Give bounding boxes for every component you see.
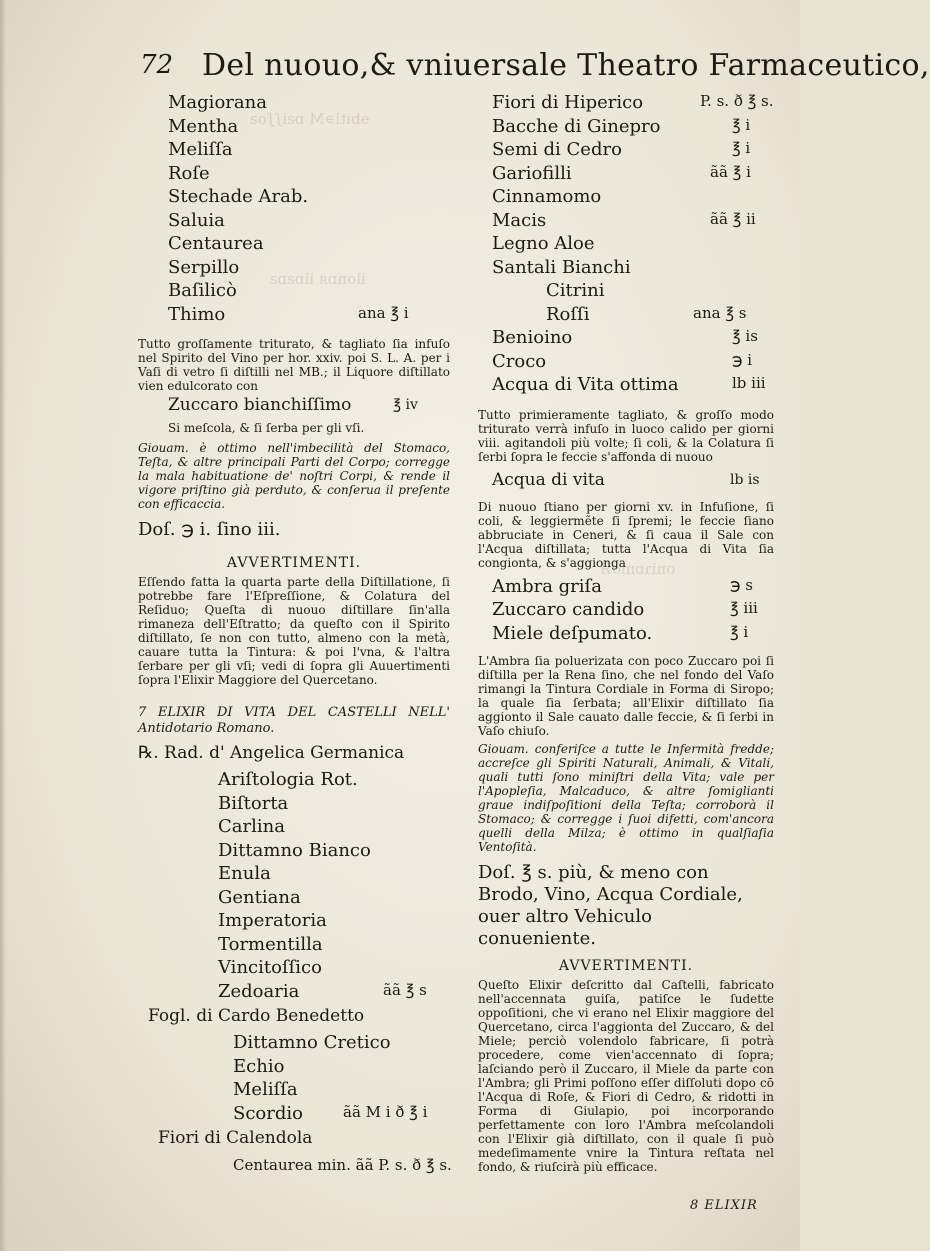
ingredient-row bbox=[138, 1154, 450, 1178]
ingredient-name: Magiorana bbox=[168, 92, 267, 113]
benefits-paragraph: Giouam. è ottimo nell'imbecilità del Stomaco, Teſta, & altre principali Parti del Corpo; corregge la mala habituatione de' noſtri Corpi, & rende il vigore priſtino già perduto, & conſerua il preſente con efficaccia. bbox=[138, 441, 450, 511]
ingredient-name: Santali Bianchi bbox=[492, 256, 631, 278]
ingredient-name: Ambra griſa bbox=[492, 575, 602, 597]
ingredient-row bbox=[138, 116, 450, 140]
ingredient-row bbox=[138, 139, 450, 163]
ingredient-row bbox=[138, 233, 450, 257]
ingredient-quantity: ℥ is bbox=[732, 327, 758, 345]
ingredient-quantity: ℥ i bbox=[732, 139, 751, 157]
ingredient-name: Bacche di Ginepro bbox=[492, 115, 661, 137]
running-title: Del nuouo,& vniuersale Theatro Farmaceutico, bbox=[202, 48, 930, 83]
ingredient-row bbox=[138, 1079, 450, 1103]
left-column bbox=[138, 92, 450, 1178]
ingredient-row bbox=[138, 793, 450, 817]
ingredient-name: Croco bbox=[492, 350, 547, 372]
ingredient-row bbox=[138, 934, 450, 958]
ingredient-name: Zedoaria bbox=[218, 980, 300, 1002]
ingredient-quantity: ℥ i bbox=[730, 622, 749, 641]
ingredient-row bbox=[138, 863, 450, 887]
ingredient-name: Macis bbox=[492, 209, 547, 231]
page-number: 72 bbox=[140, 50, 174, 80]
ingredient-name: Dittamno Bianco bbox=[218, 839, 371, 861]
ingredient-name: Cinnamomo bbox=[492, 186, 602, 207]
ingredient-name: Legno Aloe bbox=[492, 233, 595, 254]
ingredient-row bbox=[138, 1032, 450, 1056]
ingredient-row bbox=[138, 840, 450, 864]
ingredient-name: Semi di Cedro bbox=[492, 139, 622, 160]
ingredient-row bbox=[478, 327, 774, 351]
ingredient-row bbox=[138, 816, 450, 840]
ingredient-name: Carlina bbox=[218, 816, 285, 837]
ingredient-quantity: ãã M i ð ℥ i bbox=[343, 1102, 428, 1121]
ingredient-name: Centaurea bbox=[168, 233, 264, 254]
ingredient-name: Scordio bbox=[233, 1102, 303, 1124]
ingredient-row bbox=[478, 139, 774, 163]
ingredient-row bbox=[138, 280, 450, 304]
dosage-line: Doſ. ℈ i. ſino iii. bbox=[138, 519, 281, 540]
ingredient-name: Ariſtologia Rot. bbox=[218, 769, 358, 790]
ingredient-name: Roſe bbox=[168, 162, 210, 184]
ingredient-list-2 bbox=[138, 769, 450, 1004]
ingredient-row bbox=[138, 1056, 450, 1080]
ingredient-row bbox=[138, 92, 450, 116]
procedure-paragraph: Tutto primieramente tagliato, & groſſo modo triturato verrà infuſo in luoco calido per giorni viii. agitandoli più volte; ſi coli, & la Colatura ſi ſerbi ſopra le feccie s'affonda di nuouo bbox=[478, 407, 774, 464]
ingredient-row bbox=[478, 210, 774, 234]
ingredient-quantity: ℥ iii bbox=[730, 599, 758, 617]
ingredient-name: Thimo bbox=[168, 303, 226, 325]
ingredient-row bbox=[138, 1103, 450, 1127]
ingredient-row bbox=[138, 910, 450, 934]
ingredient-name: Tormentilla bbox=[218, 933, 323, 955]
bleed-through-text: ɘbitl∍M ɒƨi∫∫οƨ bbox=[250, 110, 370, 128]
ingredient-name: Biſtorta bbox=[218, 792, 289, 814]
ingredient-row bbox=[478, 257, 774, 281]
ingredient-quantity: ℈ s bbox=[730, 575, 753, 594]
ingredient-name: Zuccaro bianchiſſimo bbox=[168, 395, 352, 415]
ingredient-row bbox=[138, 393, 450, 421]
ingredient-quantity: ana ℥ s bbox=[693, 303, 747, 322]
ingredient-row bbox=[138, 981, 450, 1005]
ingredient-quantity: P. s. ð ℥ s. bbox=[700, 92, 774, 110]
bleed-through-text: οniɿɒmoЯ bbox=[600, 560, 676, 578]
ingredient-name: Mentha bbox=[168, 115, 239, 137]
ingredient-name: Gariofilli bbox=[492, 162, 572, 184]
ingredient-name: Meliſſa bbox=[168, 139, 233, 160]
ingredient-row bbox=[478, 576, 774, 600]
ingredient-name: Zuccaro candido bbox=[492, 599, 645, 620]
ingredient-name: Serpillo bbox=[168, 256, 240, 278]
ingredient-name: Enula bbox=[218, 863, 271, 884]
ingredient-list-5 bbox=[478, 576, 774, 647]
ingredient-name: Centaurea min. ãã P. s. ð ℥ s. bbox=[233, 1156, 452, 1174]
ingredient-row bbox=[138, 304, 450, 328]
ingredient-name: Stechade Arab. bbox=[168, 186, 309, 207]
ingredient-name: Dittamno Cretico bbox=[233, 1032, 391, 1053]
recipe-title: 7 ELIXIR DI VITA DEL CASTELLI NELL' Antidotario Romano. bbox=[138, 705, 450, 736]
ingredient-name: Acqua di Vita ottima bbox=[492, 374, 679, 395]
ingredient-quantity: ℥ iv bbox=[393, 397, 418, 413]
ingredient-name: Baſilicò bbox=[168, 280, 237, 301]
ingredient-quantity: ãã ℥ i bbox=[710, 162, 751, 181]
ingredient-name: Roſſi bbox=[546, 303, 590, 325]
warnings-paragraph: Eſſendo fatta la quarta parte della Diſtillatione, ſi potrebbe fare l'Eſpreſſione, & Colatura del Reſiduo; Queſta di nuouo diſtillare ſin'alla rimaneza dell'Eſtratto; da queſto con il Spirito diſtillato, ſe non con tutto, almeno con la metà, cauare tutta la Tintura: & poi l'vna, & l'altra ſerbare per gli vſi; vedi di ſopra gli Auuertimenti ſopra l'Elixir Maggiore del Quercetano. bbox=[138, 575, 450, 687]
ingredient-row bbox=[138, 1126, 450, 1154]
benefits-paragraph: Giouam. conferiſce a tutte le Infermità fredde; accreſce gli Spiriti Naturali, Animali, & Vitali, quali tutti ſono miniſtri della Vita; vale per l'Apopleſia, Malcaduco, & altre ſomiglianti graue indiſpoſitioni della Teſta; corroborà il Stomaco; & corregge i ſuoi difetti, com'ancora quelli della Milza; è ottimo in qualſiaſia Ventoſità. bbox=[478, 742, 774, 854]
ingredient-row bbox=[478, 186, 774, 210]
ingredient-row bbox=[138, 741, 450, 769]
ingredient-row bbox=[138, 186, 450, 210]
procedure-paragraph: L'Ambra ſia poluerizata con poco Zuccaro poi ſi diſtilla per la Rena ſino, che nel fondo del Vaſo rimangi la Tintura Cordiale in Forma di Siropo; la quale ſia ſerbata; all'Elixir diſtillato ſia aggionto il Sale cauato dalle feccie, & ſi ſerbi in Vaſo chiuſo. bbox=[478, 654, 774, 738]
ingredient-name: Citrini bbox=[546, 280, 605, 301]
ingredient-name: Acqua di vita bbox=[492, 469, 605, 490]
ingredient-name: ℞. Rad. d' Angelica Germanica bbox=[138, 743, 405, 763]
ingredient-list-1 bbox=[138, 92, 450, 327]
ingredient-row bbox=[478, 233, 774, 257]
ingredient-name: Echio bbox=[233, 1055, 285, 1077]
ingredient-row bbox=[138, 210, 450, 234]
ingredient-quantity: ãã ℥ s bbox=[383, 980, 427, 999]
ingredient-row bbox=[138, 769, 450, 793]
ingredient-name: Gentiana bbox=[218, 886, 301, 908]
ingredient-quantity: ana ℥ i bbox=[358, 303, 409, 322]
ingredient-row bbox=[478, 599, 774, 623]
ingredient-quantity: lb is bbox=[730, 471, 760, 488]
procedure-paragraph: Di nuouo ſtiano per giorni xv. in Infuſione, ſi coli, & leggiermẽte ſi ſpremi; le feccie ſiano abbruciate in Ceneri, & ſi caua il Sale con l'Acqua diſtillata; tutta l'Acqua di Vita ſia congionta, & s'aggionga bbox=[478, 499, 774, 570]
procedure-paragraph: Tutto groſſamente triturato, & tagliato ſia infuſo nel Spirito del Vino per hor. xxiv. poi S. L. A. per i Vaſi di vetro ſi diſtilli nel MB.; il Liquore diſtillato vien edulcorato con bbox=[138, 337, 450, 393]
ingredient-name: Imperatoria bbox=[218, 910, 327, 931]
ingredient-list-4 bbox=[478, 92, 774, 398]
ingredient-row bbox=[478, 468, 774, 496]
ingredient-row bbox=[478, 280, 774, 304]
ingredient-list-3 bbox=[138, 1032, 450, 1126]
warnings-paragraph: Queſto Elixir deſcritto dal Caſtelli, fabricato nell'accennata guiſa, patiſce le ſudette oppoſitioni, che vi erano nel Elixir maggiore del Quercetano, circa l'aggionta del Zuccaro, & del Miele; perciò volendolo fabricare, ſi potrà procedere, come vien'accennato di ſopra; laſciando però il Zuccaro, il Miele da parte con l'Ambra; gli Primi poſſono eſſer diſſoluti dopo cō l'Acqua di Roſe, & Fiori di Cedro, & ridotti in Forma di Giulapio, poi incorporando perfettamente con loro l'Ambra meſcolandoli con l'Elixir già diſtillato, con il quale ſi può medeſimamente vnire la Tintura reſtata nel fondo, & riuſcirà più efficace. bbox=[478, 978, 774, 1174]
bleed-through-text: ilonɒᴙ ilɒƨɒƨ bbox=[270, 270, 366, 288]
ingredient-name: Saluia bbox=[168, 209, 225, 231]
procedure-paragraph: Si meſcola, & ſi ſerba per gli vſi. bbox=[168, 421, 365, 435]
ingredient-name: Meliſſa bbox=[233, 1079, 298, 1100]
ingredient-quantity: ℈ i bbox=[732, 350, 753, 369]
ingredient-row bbox=[478, 304, 774, 328]
section-heading: AVVERTIMENTI. bbox=[226, 555, 362, 571]
ingredient-name: Vincitoſſico bbox=[218, 957, 322, 978]
dosage-line: Doſ. ℥ s. più, & meno con Brodo, Vino, Acqua Cordiale, ouer altro Vehiculo conueniente. bbox=[478, 862, 743, 949]
ingredient-row bbox=[478, 351, 774, 375]
ingredient-row bbox=[478, 623, 774, 647]
ingredient-name: Fiori di Hiperico bbox=[492, 92, 644, 113]
ingredient-row bbox=[478, 163, 774, 187]
ingredient-name: Fogl. di Cardo Benedetto bbox=[148, 1006, 365, 1026]
catchword: 8 ELIXIR bbox=[690, 1198, 758, 1213]
ingredient-row bbox=[138, 1004, 450, 1032]
ingredient-row bbox=[478, 374, 774, 398]
ingredient-row bbox=[478, 116, 774, 140]
ingredient-row bbox=[138, 257, 450, 281]
ingredient-name: Fiori di Calendola bbox=[158, 1128, 313, 1148]
ingredient-name: Miele deſpumato. bbox=[492, 622, 653, 644]
ingredient-row bbox=[138, 887, 450, 911]
section-heading: AVVERTIMENTI. bbox=[558, 958, 694, 974]
ingredient-quantity: ℥ i bbox=[732, 115, 751, 134]
ingredient-quantity: lb iii bbox=[732, 374, 766, 392]
ingredient-row bbox=[478, 92, 774, 116]
ingredient-row bbox=[138, 957, 450, 981]
ingredient-name: Benioino bbox=[492, 327, 573, 348]
ingredient-row bbox=[138, 163, 450, 187]
right-column bbox=[478, 92, 774, 1174]
page-header bbox=[140, 48, 930, 96]
ingredient-quantity: ãã ℥ ii bbox=[710, 209, 756, 228]
